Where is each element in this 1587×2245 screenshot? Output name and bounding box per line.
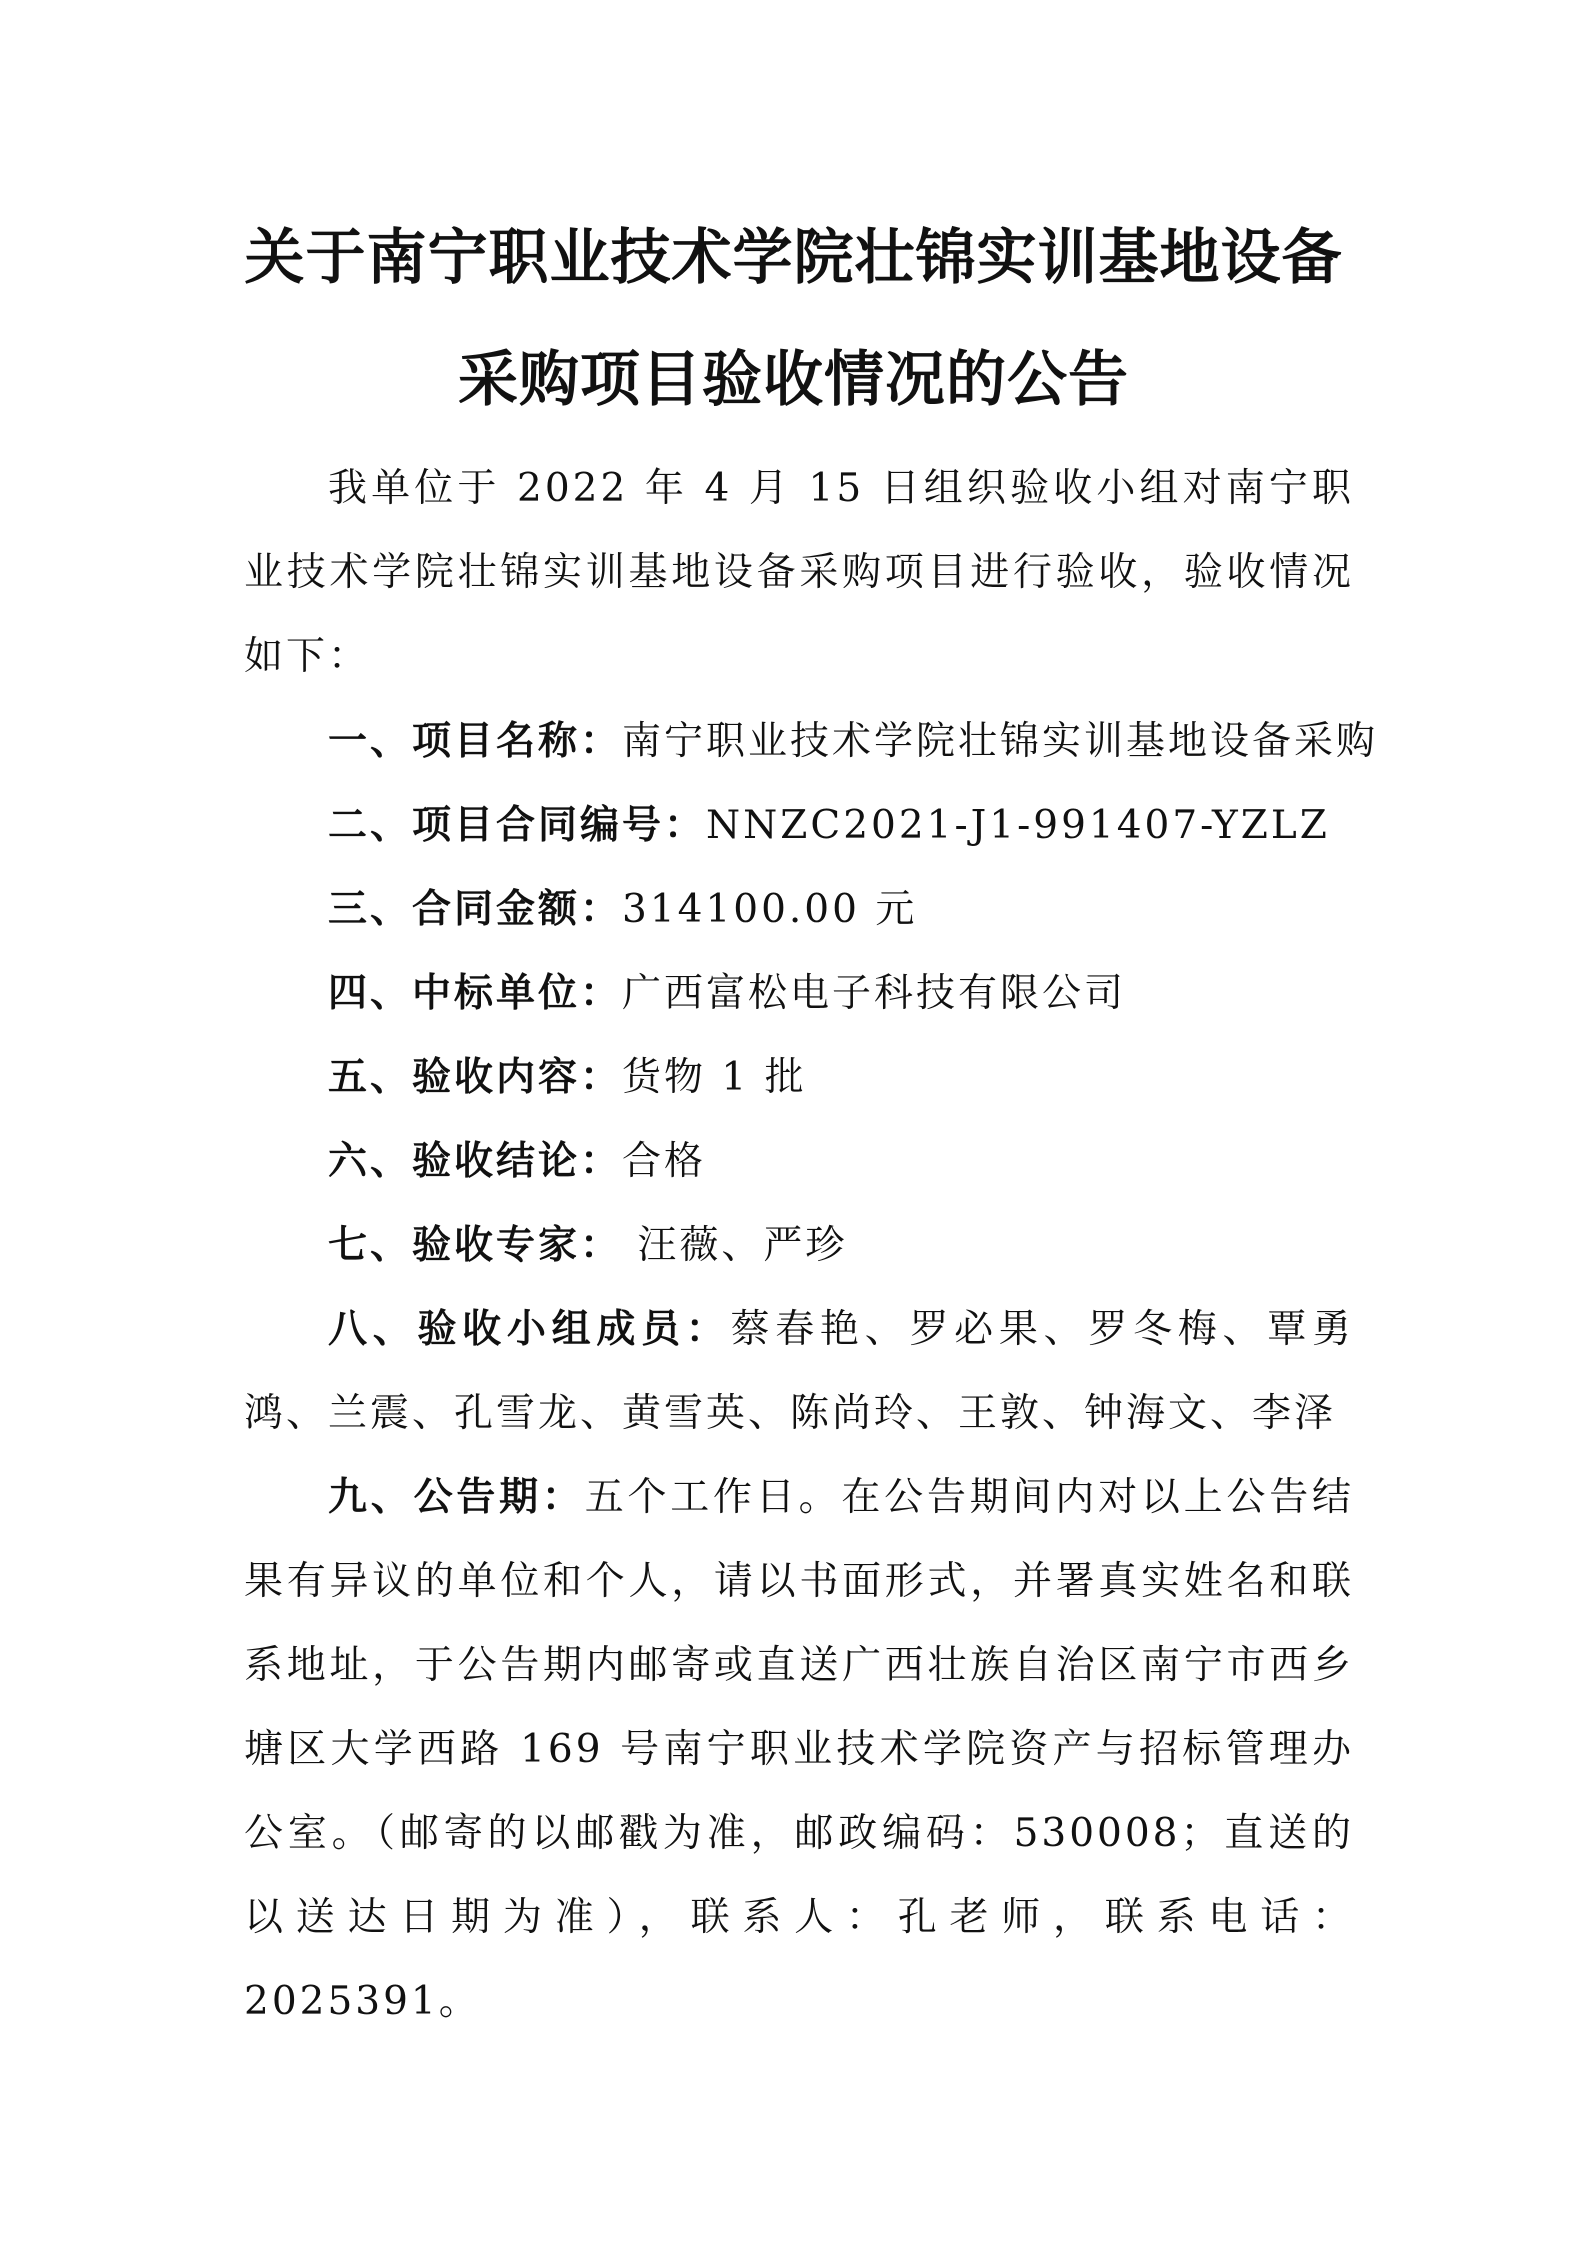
item-value: 314100.00 元 — [622, 887, 918, 932]
item-project-name — [328, 700, 1379, 784]
item-label: 七、验收专家： — [328, 1223, 623, 1268]
item-value: 合格 — [622, 1139, 707, 1184]
item-acceptance-experts — [328, 1204, 1358, 1288]
document-title-line-1: 关于南宁职业技术学院壮锦实训基地设备 — [244, 223, 1343, 293]
item-label: 一、项目名称： — [328, 719, 623, 764]
document-title-line-2: 采购项目验收情况的公告 — [458, 345, 1129, 415]
item-value: 货物 1 批 — [622, 1055, 807, 1100]
item-winning-bidder — [328, 952, 1358, 1036]
intro-paragraph: 我单位于 2022 年 4 月 15 日组织验收小组对南宁职业技术学院壮锦实训基地设备采购项目进行验收，验收情况如下： — [244, 466, 1354, 679]
item-value: 汪薇、严珍 — [622, 1223, 848, 1268]
item-label: 九、公告期： — [328, 1475, 585, 1520]
item-label: 三、合同金额： — [328, 887, 623, 932]
item-announcement-period — [244, 1456, 1354, 2044]
item-value: 南宁职业技术学院壮锦实训基地设备采购 — [622, 719, 1379, 764]
item-acceptance-conclusion — [328, 1120, 1358, 1204]
item-contract-number — [328, 784, 1358, 868]
item-label: 八、验收小组成员： — [328, 1307, 731, 1352]
item-label: 四、中标单位： — [328, 971, 623, 1016]
item-acceptance-content — [328, 1036, 1358, 1120]
item-value: 五个工作日。在公告期间内对以上公告结果有异议的单位和个人，请以书面形式，并署真实姓名和联系地址，于公告期内邮寄或直送广西壮族自治区南宁市西乡塘区大学西路 169 号南宁职业技术学院资产与招标管理办公室。（邮寄的以邮戳为准，邮政编码：530008；直送的以送达日期为准），联系人：孔老师，联系电话：2025391。 — [244, 1475, 1354, 2024]
item-label: 二、项目合同编号： — [328, 803, 707, 848]
item-value: 广西富松电子科技有限公司 — [622, 971, 1127, 1016]
item-acceptance-team-members — [244, 1288, 1354, 1456]
item-value: NNZC2021-J1-991407-YZLZ — [706, 803, 1330, 848]
item-value: 蔡春艳、罗必果、罗冬梅、覃勇鸿、兰震、孔雪龙、黄雪英、陈尚玲、王敦、钟海文、李泽 — [244, 1307, 1354, 1436]
item-label: 六、验收结论： — [328, 1139, 623, 1184]
item-label: 五、验收内容： — [328, 1055, 623, 1100]
item-contract-amount — [328, 868, 1358, 952]
